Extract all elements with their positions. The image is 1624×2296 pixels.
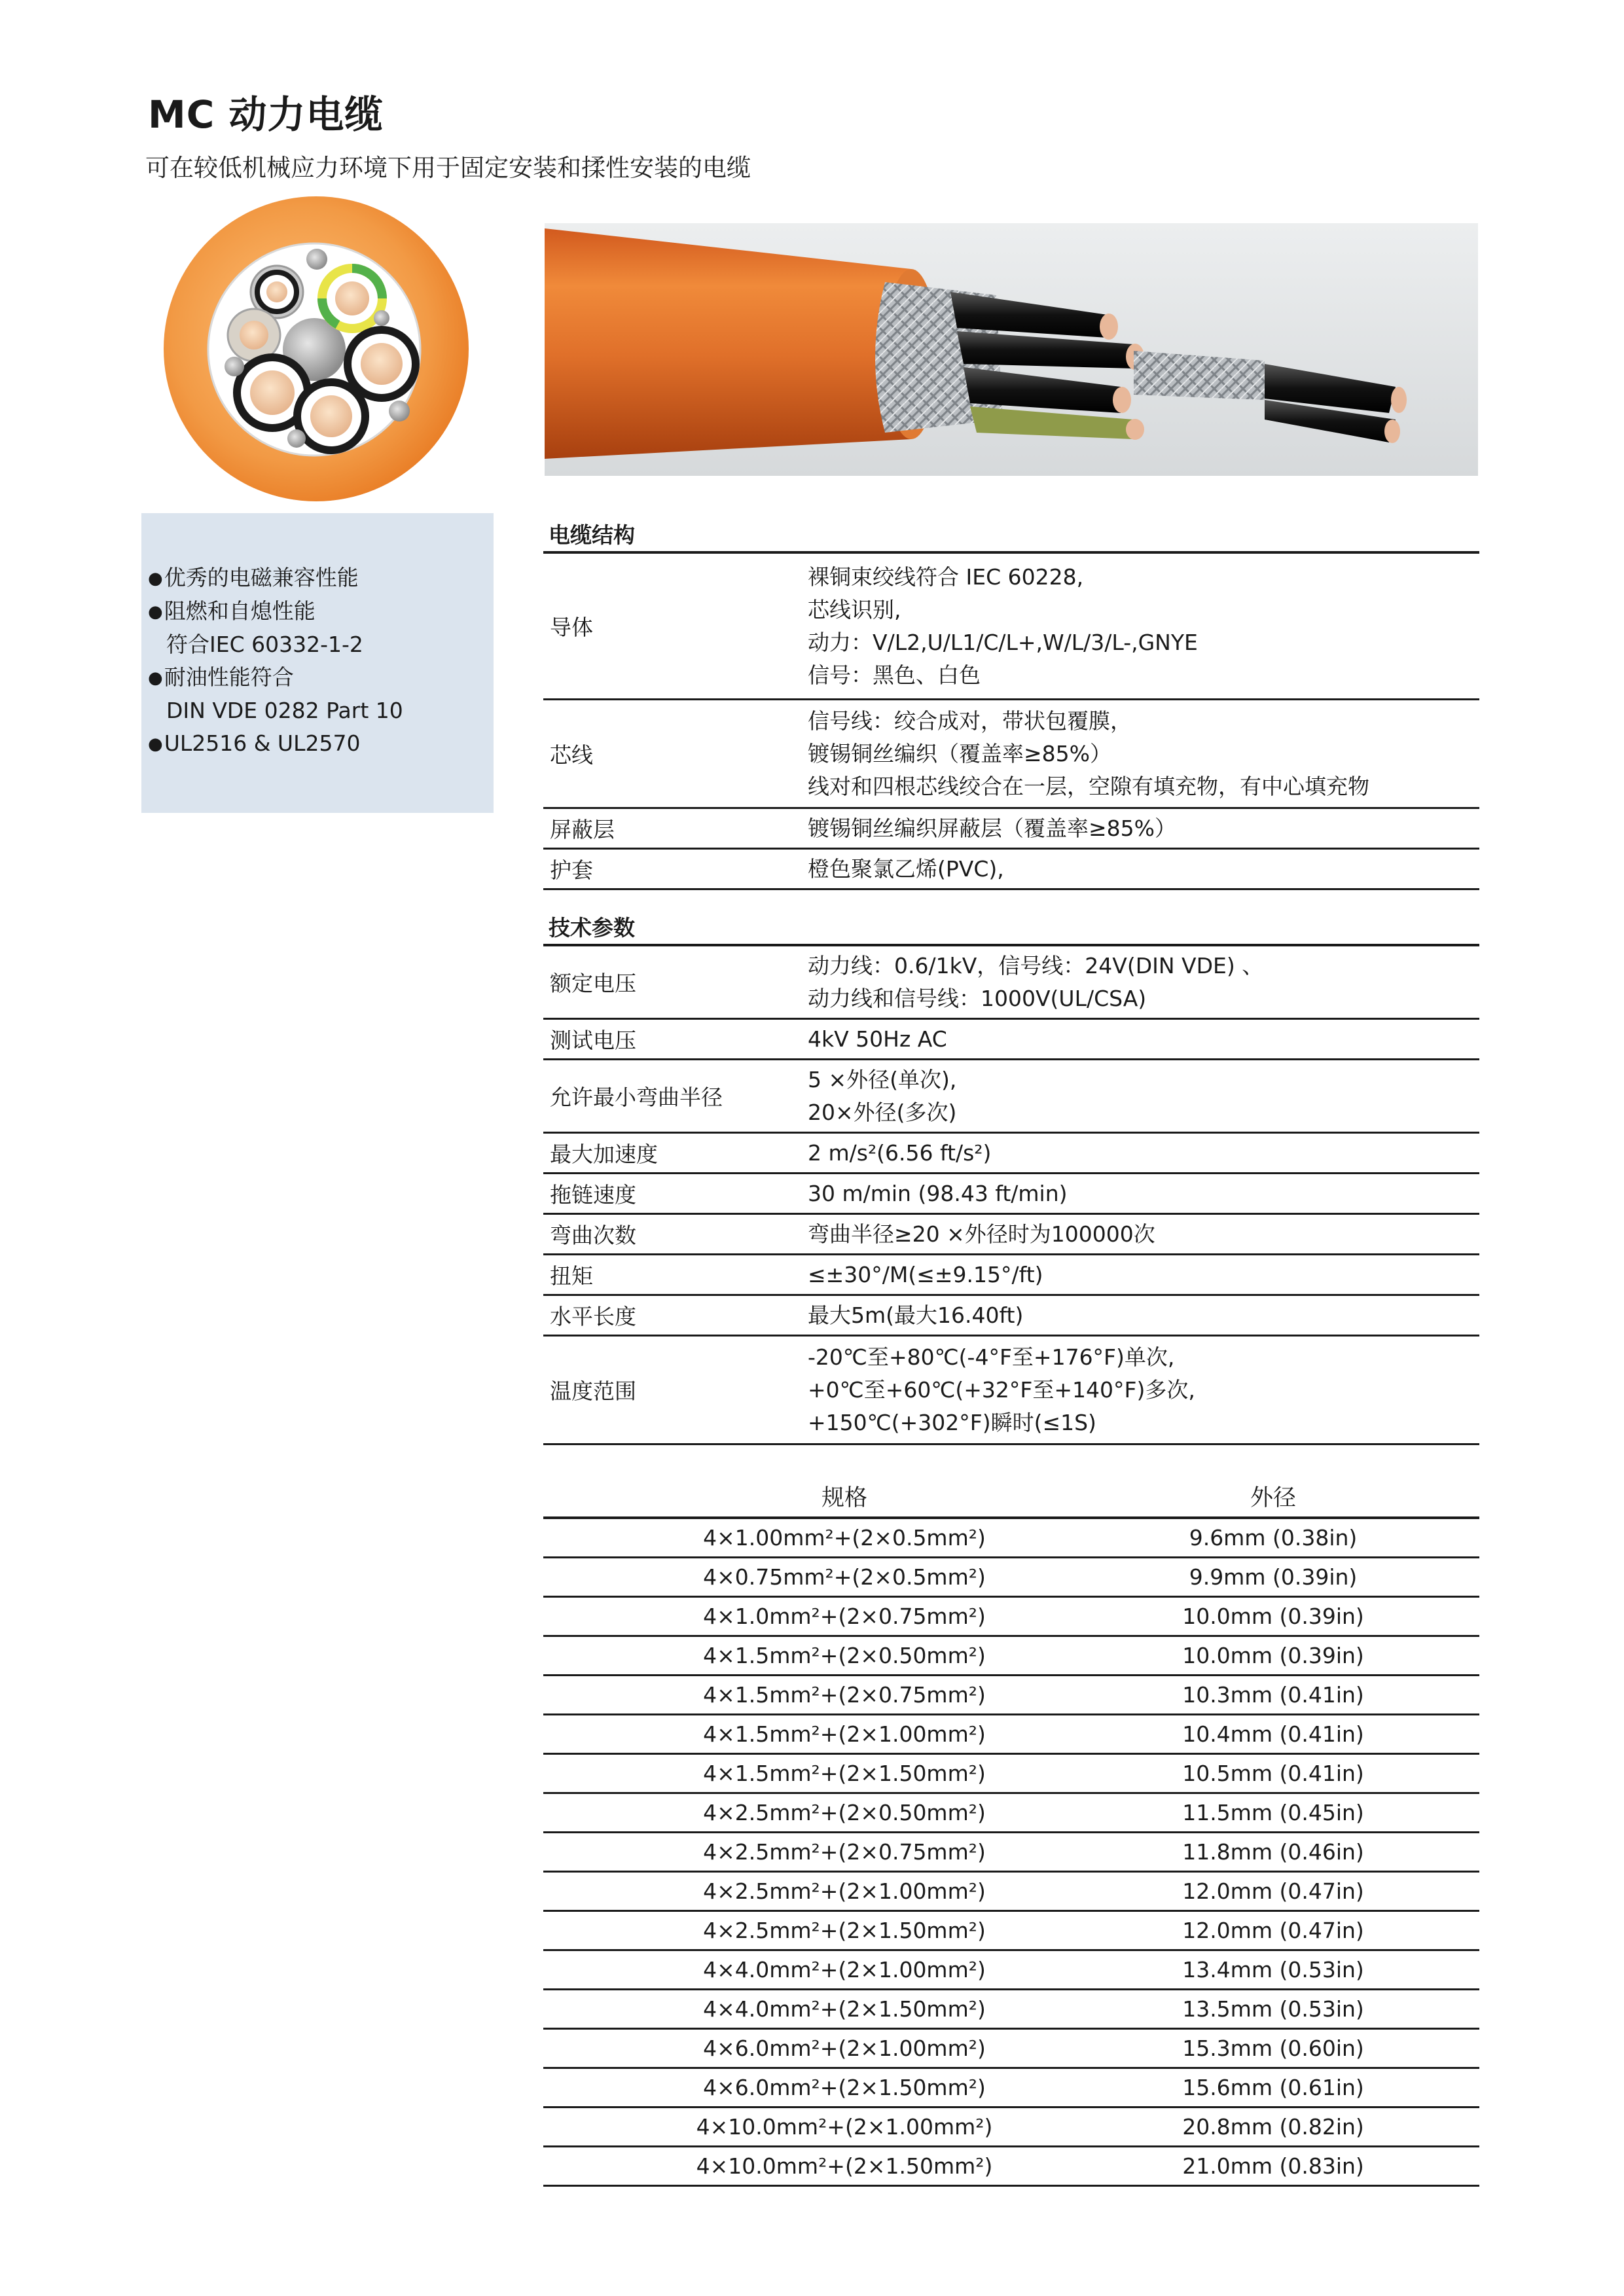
spec-row xyxy=(543,946,1479,1020)
spec-label: 测试电压 xyxy=(550,1028,636,1053)
spec-value: 30 m/min (98.43 ft/min) xyxy=(808,1180,1068,1206)
cable-photo-image xyxy=(545,223,1478,476)
table-row: 4×1.5mm²+(2×0.50mm²) 10.0mm (0.39in) xyxy=(543,1637,1479,1676)
bullet-icon: ● xyxy=(148,602,163,622)
spec-value: 信号线：绞合成对，带状包覆膜， 镀锡铜丝编织（覆盖率≥85%） 线对和四根芯线绞合在一层，空隙有填充物，有中心填充物 xyxy=(808,708,1369,799)
spec-label: 允许最小弯曲半径 xyxy=(550,1085,723,1110)
technical-section-title: 技术参数 xyxy=(549,915,635,941)
table-row: 4×1.0mm²+(2×0.75mm²) 10.0mm (0.39in) xyxy=(543,1598,1479,1637)
spec-label: 扭矩 xyxy=(550,1263,593,1289)
table-row: 4×2.5mm²+(2×0.50mm²) 11.5mm (0.45in) xyxy=(543,1794,1479,1833)
column-header-diameter: 外径 xyxy=(1250,1485,1296,1511)
spec-value: 动力线：0.6/1kV，信号线：24V(DIN VDE) 、 动力线和信号线：1000V(UL/CSA) xyxy=(808,952,1264,1011)
spec-value: 5 ×外径(单次), 20×外径(多次) xyxy=(808,1066,957,1125)
spec-value: 4kV 50Hz AC xyxy=(808,1026,947,1052)
feature-item-continuation: 符合IEC 60332-1-2 xyxy=(166,632,363,657)
table-row: 4×1.00mm²+(2×0.5mm²) 9.6mm (0.38in) xyxy=(543,1519,1479,1558)
table-row: 4×4.0mm²+(2×1.00mm²) 13.4mm (0.53in) xyxy=(543,1951,1479,1990)
spec-row xyxy=(543,1020,1479,1060)
cable-cross-section-image xyxy=(162,195,470,503)
spec-label: 温度范围 xyxy=(550,1378,636,1404)
feature-item: ●阻燃和自熄性能 xyxy=(148,598,316,624)
feature-item: ●优秀的电磁兼容性能 xyxy=(148,565,359,590)
table-row: 4×1.5mm²+(2×1.00mm²) 10.4mm (0.41in) xyxy=(543,1715,1479,1755)
spec-value: ≤±30°/M(≤±9.15°/ft) xyxy=(808,1261,1043,1287)
spec-label: 屏蔽层 xyxy=(550,817,615,842)
spec-label: 最大加速度 xyxy=(550,1141,658,1167)
bullet-icon: ● xyxy=(148,734,163,754)
feature-item: ●UL2516 & UL2570 xyxy=(148,730,361,756)
spec-label: 拖链速度 xyxy=(550,1182,636,1208)
bullet-icon: ● xyxy=(148,569,163,588)
table-row: 4×6.0mm²+(2×1.00mm²) 15.3mm (0.60in) xyxy=(543,2030,1479,2069)
spec-value: 橙色聚氯乙烯(PVC), xyxy=(808,855,1004,882)
spec-value: 裸铜束绞线符合 IEC 60228, 芯线识别, 动力：V/L2,U/L1/C/L+,W/L/3/L-,GNYE 信号：黑色、白色 xyxy=(808,564,1198,688)
table-row: 4×2.5mm²+(2×1.50mm²) 12.0mm (0.47in) xyxy=(543,1912,1479,1951)
table-row: 4×2.5mm²+(2×1.00mm²) 12.0mm (0.47in) xyxy=(543,1873,1479,1912)
table-row: 4×6.0mm²+(2×1.50mm²) 15.6mm (0.61in) xyxy=(543,2069,1479,2108)
spec-label: 芯线 xyxy=(550,742,593,768)
spec-label: 水平长度 xyxy=(550,1304,636,1329)
spec-row xyxy=(543,1336,1479,1445)
table-row: 4×10.0mm²+(2×1.00mm²) 20.8mm (0.82in) xyxy=(543,2108,1479,2147)
spec-value: 弯曲半径≥20 ×外径时为100000次 xyxy=(808,1221,1155,1247)
page-title: MC 动力电缆 xyxy=(148,92,384,137)
spec-row xyxy=(543,1215,1479,1255)
size-table-header xyxy=(543,1476,1479,1519)
table-row: 4×10.0mm²+(2×1.50mm²) 21.0mm (0.83in) xyxy=(543,2147,1479,2187)
bullet-icon: ● xyxy=(148,668,163,688)
spec-row xyxy=(543,1134,1479,1174)
spec-value: 2 m/s²(6.56 ft/s²) xyxy=(808,1139,992,1166)
table-row: 4×2.5mm²+(2×0.75mm²) 11.8mm (0.46in) xyxy=(543,1833,1479,1873)
spec-row xyxy=(543,850,1479,890)
structure-table xyxy=(543,551,1479,890)
spec-row xyxy=(543,554,1479,700)
spec-row xyxy=(543,700,1479,809)
spec-label: 导体 xyxy=(550,615,593,640)
feature-item-continuation: DIN VDE 0282 Part 10 xyxy=(166,698,403,723)
structure-section-title: 电缆结构 xyxy=(549,522,635,548)
spec-label: 弯曲次数 xyxy=(550,1223,636,1248)
table-row: 4×0.75mm²+(2×0.5mm²) 9.9mm (0.39in) xyxy=(543,1558,1479,1598)
technical-table xyxy=(543,944,1479,1445)
table-row: 4×1.5mm²+(2×0.75mm²) 10.3mm (0.41in) xyxy=(543,1676,1479,1715)
features-panel xyxy=(141,513,494,813)
spec-row xyxy=(543,809,1479,850)
spec-value: -20℃至+80℃(-4°F至+176°F)单次, +0℃至+60℃(+32°F至+140°F)多次, +150℃(+302°F)瞬时(≤1S) xyxy=(808,1344,1195,1435)
size-table xyxy=(543,1476,1479,2187)
table-row: 4×4.0mm²+(2×1.50mm²) 13.5mm (0.53in) xyxy=(543,1990,1479,2030)
spec-row xyxy=(543,1060,1479,1134)
feature-item: ●耐油性能符合 xyxy=(148,664,294,690)
spec-value: 最大5m(最大16.40ft) xyxy=(808,1302,1024,1328)
table-row: 4×1.5mm²+(2×1.50mm²) 10.5mm (0.41in) xyxy=(543,1755,1479,1794)
spec-value: 镀锡铜丝编织屏蔽层（覆盖率≥85%） xyxy=(808,815,1176,841)
spec-label: 额定电压 xyxy=(550,971,636,996)
spec-label: 护套 xyxy=(550,857,593,883)
spec-row xyxy=(543,1296,1479,1336)
page-subtitle: 可在较低机械应力环境下用于固定安装和揉性安装的电缆 xyxy=(145,154,751,182)
column-header-spec: 规格 xyxy=(821,1485,867,1511)
spec-row xyxy=(543,1174,1479,1215)
spec-row xyxy=(543,1255,1479,1296)
